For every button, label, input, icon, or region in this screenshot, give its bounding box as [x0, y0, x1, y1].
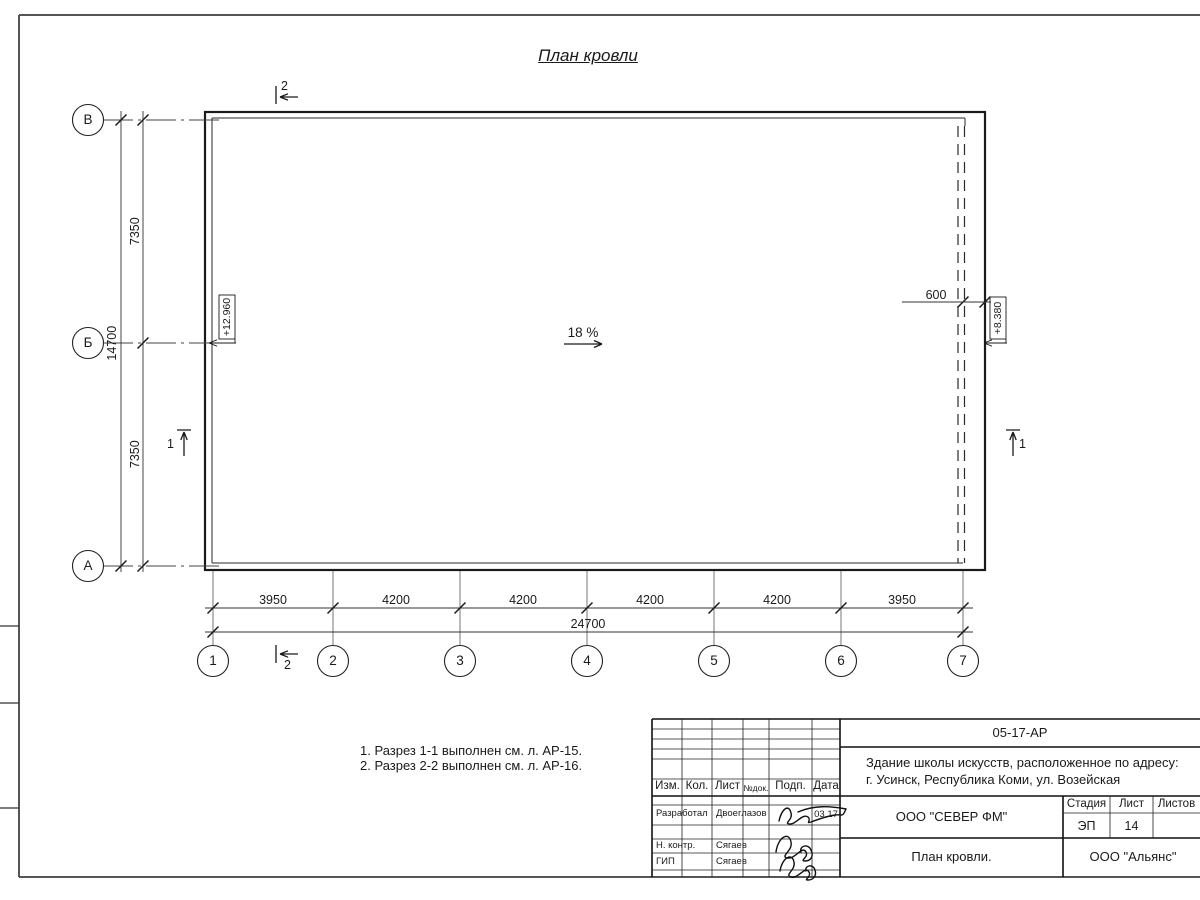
section-1-label-right: 1 [1019, 437, 1026, 451]
note-line-1: 1. Разрез 1-1 выполнен см. л. АР-15. [360, 743, 583, 758]
left-dimension-lines [121, 111, 143, 572]
axis-label-row-b: Б [83, 335, 93, 350]
tb-project-line2: г. Усинск, Республика Коми, ул. Возейская [866, 772, 1121, 787]
slope-label: 18 % [567, 325, 599, 340]
dim-left-total: 14700 [104, 325, 119, 361]
axis-label-col-1: 1 [209, 653, 217, 668]
tb-date-0317: 03.17 [814, 809, 838, 820]
section-2-label-top: 2 [281, 79, 288, 93]
tb-role-razrabotal: Разработал [656, 808, 708, 819]
tb-stage-value: ЭП [1077, 819, 1096, 833]
tb-sheet-label: Лист [1119, 798, 1144, 810]
tb-header-izm: Изм. [655, 780, 680, 792]
tb-project-line1: Здание школы искусств, расположенное по адресу: [866, 755, 1179, 770]
dimension-ticks [116, 115, 991, 638]
axis-label-col-2: 2 [329, 653, 337, 668]
row-axis-lines [103, 120, 219, 566]
tb-doc-code: 05-17-АР [992, 725, 1048, 740]
tb-header-ndok: №док. [743, 783, 769, 793]
tb-name-dvoeglazov: Двоеглазов [716, 808, 767, 819]
axis-circles [73, 105, 979, 677]
slope-arrow [564, 341, 602, 348]
axis-label-col-6: 6 [837, 653, 845, 668]
tb-sheet-title: План кровли. [911, 849, 992, 864]
tb-header-podp: Подп. [775, 780, 806, 792]
dim-overhang-600: 600 [925, 288, 947, 302]
tb-header-list: Лист [715, 780, 740, 792]
note-line-2: 2. Разрез 2-2 выполнен см. л. АР-16. [360, 757, 583, 773]
tb-name-syagaev-2: Сягаев [716, 856, 747, 867]
axis-label-row-v: В [83, 112, 93, 127]
roof-hidden-edge-dashed [958, 126, 965, 563]
margin-marks [0, 626, 19, 808]
section-1-marker-right [1006, 430, 1020, 456]
notes-block [360, 744, 582, 774]
axis-label-col-5: 5 [710, 653, 718, 668]
dim-bottom-total: 24700 [570, 617, 606, 631]
axis-label-row-a: А [83, 558, 93, 573]
tb-org1: ООО "СЕВЕР ФМ" [895, 809, 1008, 824]
axis-label-col-3: 3 [456, 653, 464, 668]
dim-bottom-span-6: 3950 [888, 593, 916, 607]
tb-role-nkontr: Н. контр. [656, 840, 696, 851]
dim-left-span-1: 7350 [127, 217, 142, 246]
dim-bottom-span-5: 4200 [763, 593, 791, 607]
dim-bottom-span-2: 4200 [382, 593, 410, 607]
axis-label-col-7: 7 [959, 653, 967, 668]
tb-sheet-value: 14 [1124, 819, 1139, 833]
elevation-value-right: +8.380 [991, 301, 1004, 335]
elevation-value-left: +12.960 [220, 297, 233, 337]
axis-label-col-4: 4 [583, 653, 591, 668]
tb-sheets-label: Листов [1157, 798, 1196, 810]
section-1-label-left: 1 [167, 437, 174, 451]
dim-left-span-2: 7350 [127, 440, 142, 469]
dim-bottom-span-1: 3950 [259, 593, 287, 607]
tb-name-syagaev-1: Сягаев [716, 840, 747, 851]
tb-stage-label: Стадия [1066, 798, 1107, 810]
tb-org2: ООО "Альянс" [1089, 849, 1177, 864]
tb-header-kol: Кол. [685, 780, 709, 792]
dim-bottom-span-4: 4200 [636, 593, 664, 607]
drawing-title: План кровли [538, 46, 638, 65]
section-1-marker-left [177, 430, 191, 456]
dim-bottom-span-3: 4200 [509, 593, 537, 607]
tb-role-gip: ГИП [656, 856, 675, 867]
tb-header-data: Дата [813, 780, 839, 792]
section-2-label-bottom: 2 [284, 658, 291, 672]
